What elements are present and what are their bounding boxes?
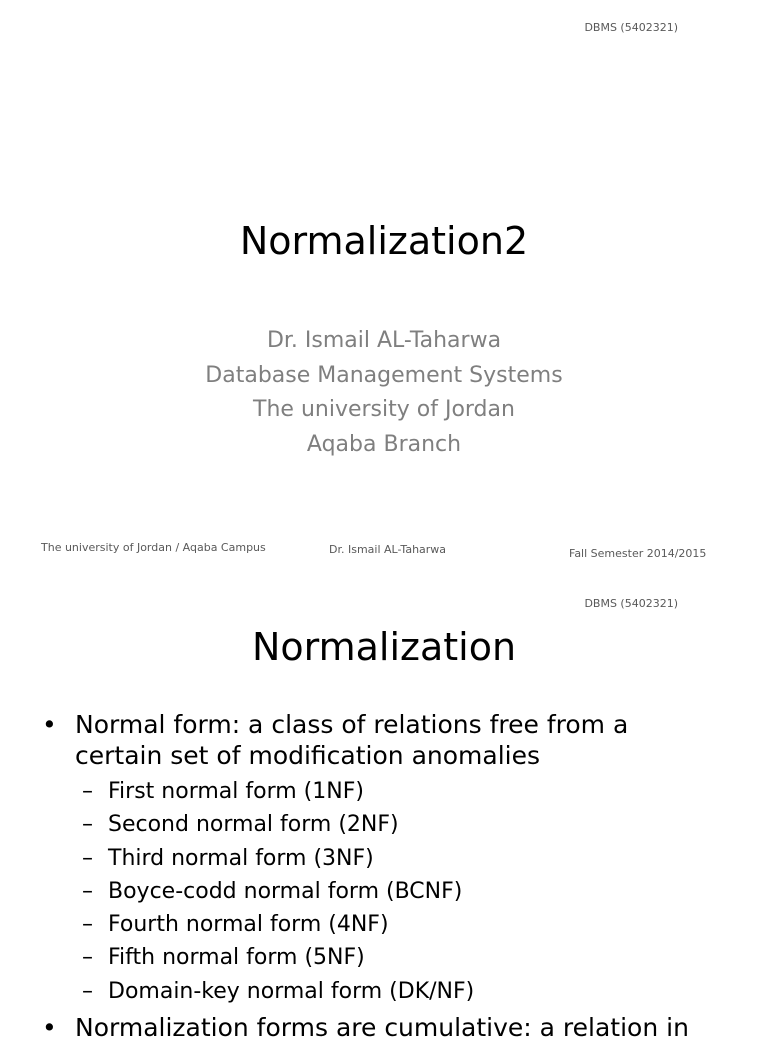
dash-marker: – (82, 812, 93, 838)
dash-marker: – (82, 878, 93, 904)
slide-title: Normalization (251, 625, 517, 669)
bullet-marker: • (42, 710, 57, 739)
list-item-text: Domain-key normal form (DK/NF) (108, 978, 475, 1004)
dash-marker: – (82, 945, 93, 971)
list-item (0, 908, 768, 941)
bullet-text: Normal form: a class of relations free from a certain set of modification anomalies (75, 710, 629, 770)
subtitle-author: Dr. Ismail AL-Taharwa (266, 328, 502, 353)
list-item-text: Third normal form (3NF) (108, 845, 374, 871)
dash-marker: – (82, 779, 93, 804)
dash-marker: – (82, 845, 93, 871)
bullet-item (0, 709, 768, 771)
subtitle-branch: Aqaba Branch (306, 431, 462, 457)
normal-forms-list (0, 775, 768, 1008)
list-item-text: Second normal form (2NF) (108, 812, 399, 838)
dash-marker: – (82, 978, 93, 1004)
slide-subtitle (0, 324, 768, 462)
list-item-text: Boyce-codd normal form (BCNF) (108, 878, 463, 904)
list-item (0, 941, 768, 974)
subtitle-university: The university of Jordan (253, 397, 515, 422)
bullet-text: Normalization forms are cumulative: a relation in (75, 1013, 689, 1043)
footer-author: Dr. Ismail AL-Taharwa (329, 543, 447, 556)
list-item (0, 975, 768, 1008)
course-code-header: DBMS (5402321) (584, 597, 678, 610)
list-item (0, 842, 768, 875)
list-item (0, 875, 768, 908)
course-code-header: DBMS (5402321) (584, 21, 678, 34)
list-item-text: Fourth normal form (4NF) (108, 912, 389, 938)
subtitle-course: Database Management Systems (205, 362, 563, 388)
list-item (0, 808, 768, 841)
list-item (0, 775, 768, 808)
list-item-text: Fifth normal form (5NF) (108, 945, 365, 971)
list-item-text: First normal form (1NF) (108, 779, 364, 804)
footer-campus: The university of Jordan / Aqaba Campus (41, 541, 266, 554)
slide-title: Normalization2 (239, 219, 529, 263)
bullet-marker: • (42, 1013, 57, 1043)
dash-marker: – (82, 912, 93, 938)
bullet-item (0, 1012, 768, 1043)
slide-content (0, 709, 768, 1043)
normalization-slide (0, 576, 768, 1043)
footer-semester: Fall Semester 2014/2015 (569, 547, 707, 560)
